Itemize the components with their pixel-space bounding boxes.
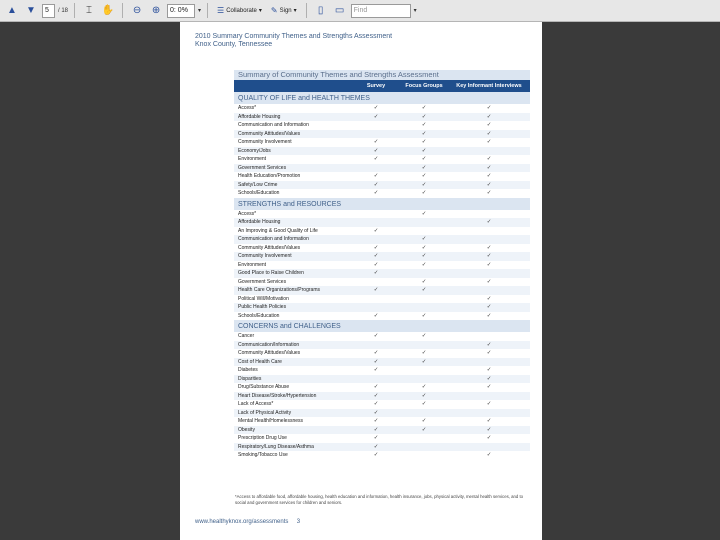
check-survey: ✓	[373, 350, 379, 356]
check-key: ✓	[486, 295, 492, 302]
table-row	[234, 113, 530, 122]
collaborate-menu[interactable]	[214, 6, 265, 15]
table-row	[234, 104, 530, 113]
check-focus: ✓	[421, 190, 427, 196]
row-label: Communication and Information	[238, 236, 309, 242]
check-survey: ✓	[373, 358, 379, 365]
row-label: Health Education/Promotion	[238, 173, 301, 179]
check-key	[448, 235, 530, 244]
check-survey: ✓	[373, 227, 379, 234]
check-key: ✓	[486, 105, 492, 111]
document-subtitle: Knox County, Tennessee	[195, 41, 273, 48]
check-key	[448, 210, 530, 219]
footer-page-number: 3	[296, 519, 301, 525]
check-key: ✓	[486, 426, 492, 433]
row-label: Affordable Housing	[238, 219, 281, 225]
row-label: Drug/Substance Abuse	[238, 384, 290, 390]
table-row	[234, 227, 530, 236]
check-survey	[352, 375, 400, 384]
column-header-focus-groups: Focus Groups	[405, 83, 443, 89]
row-label: Lack of Access*	[238, 401, 274, 407]
row-label: Government Services	[238, 278, 287, 285]
row-label: Communication/Information	[238, 341, 300, 348]
check-key	[448, 332, 530, 341]
table-row	[234, 409, 530, 418]
document-title: 2010 Summary Community Themes and Strengths Assessment	[195, 33, 393, 40]
row-label: Community Involvement	[238, 139, 292, 145]
table-row	[234, 189, 530, 198]
check-key	[448, 147, 530, 156]
table-row	[234, 164, 530, 173]
table-row	[234, 392, 530, 401]
document-page	[180, 22, 542, 540]
check-focus: ✓	[421, 105, 427, 111]
check-key	[448, 358, 530, 367]
column-header-key-informant: Key Informant Interviews	[456, 83, 522, 89]
check-survey: ✓	[373, 435, 379, 441]
check-survey: ✓	[373, 443, 379, 450]
check-survey	[352, 303, 400, 312]
row-label: Respiratory/Lung Disease/Asthma	[238, 443, 314, 450]
check-key	[448, 392, 530, 401]
check-focus: ✓	[421, 287, 427, 293]
table-row	[234, 269, 530, 278]
check-key: ✓	[486, 367, 492, 373]
row-label: Cost of Health Care	[238, 358, 282, 365]
check-key: ✓	[486, 130, 492, 137]
document-footer	[195, 519, 300, 525]
check-focus: ✓	[421, 350, 427, 356]
check-focus: ✓	[421, 164, 427, 171]
check-key: ✓	[486, 375, 492, 382]
check-survey	[352, 210, 400, 219]
check-focus	[400, 434, 448, 443]
check-survey	[352, 278, 400, 287]
row-label: Good Place to Raise Children	[238, 270, 304, 276]
table-row	[234, 400, 530, 409]
row-label: Safety/Low Crime	[238, 181, 278, 188]
toolbar-divider	[306, 3, 307, 18]
check-key: ✓	[486, 113, 492, 120]
row-label: Political Will/Motivation	[238, 295, 289, 302]
toolbar	[0, 0, 720, 22]
check-survey: ✓	[373, 287, 379, 293]
table-row	[234, 261, 530, 270]
row-label: Affordable Housing	[238, 113, 281, 120]
table-row	[234, 417, 530, 426]
sign-menu[interactable]	[268, 6, 300, 15]
check-key: ✓	[486, 278, 492, 285]
zoom-out-icon[interactable]: ⊖	[132, 5, 142, 16]
check-focus: ✓	[421, 392, 427, 399]
table-row	[234, 312, 530, 321]
row-label: An Improving & Good Quality of Life	[238, 227, 318, 234]
table-row	[234, 451, 530, 460]
row-label: Obesity	[238, 426, 255, 433]
check-focus: ✓	[421, 401, 427, 407]
check-focus	[400, 341, 448, 350]
check-key: ✓	[486, 164, 492, 171]
check-key: ✓	[486, 253, 492, 259]
chevron-down-icon: ▾	[258, 8, 262, 14]
check-survey: ✓	[373, 181, 379, 188]
row-label: Environment	[238, 261, 267, 268]
table-row	[234, 244, 530, 253]
page-up-icon[interactable]: ▲	[7, 5, 17, 16]
row-label: Smoking/Tobacco Use	[238, 452, 288, 458]
check-focus	[400, 303, 448, 312]
check-survey: ✓	[373, 156, 379, 162]
check-focus: ✓	[421, 333, 427, 339]
check-focus: ✓	[421, 156, 427, 162]
row-label: Community Attitudes/Values	[238, 244, 301, 251]
check-key: ✓	[486, 452, 492, 458]
table-row	[234, 303, 530, 312]
check-survey: ✓	[373, 392, 379, 399]
row-label: Mental Health/Homelessness	[238, 418, 304, 424]
check-focus: ✓	[421, 236, 427, 242]
check-focus	[400, 443, 448, 452]
check-key	[448, 269, 530, 278]
page-number-input[interactable]: 5	[42, 4, 55, 18]
table-row	[234, 286, 530, 295]
check-survey: ✓	[373, 270, 379, 276]
check-survey	[352, 121, 400, 130]
check-key: ✓	[486, 401, 492, 407]
column-header-survey: Survey	[366, 83, 386, 89]
check-focus: ✓	[421, 210, 427, 217]
row-label: Public Health Policies	[238, 304, 287, 310]
table-row	[234, 138, 530, 147]
check-survey: ✓	[373, 139, 379, 145]
check-survey	[352, 164, 400, 173]
footnote: *Access to affordable food, affordable housing, health education and information, health insurance, jobs, physical activity, mental health services, and to social and government services for children and seniors.	[235, 494, 524, 505]
row-label: Cancer	[238, 333, 255, 339]
check-survey: ✓	[373, 409, 379, 416]
check-focus: ✓	[421, 244, 427, 251]
table-row	[234, 155, 530, 164]
chevron-down-icon: ▾	[293, 8, 297, 14]
check-key: ✓	[486, 190, 492, 196]
summary-sections	[234, 92, 530, 460]
find-input[interactable]: Find	[351, 4, 411, 18]
check-key: ✓	[486, 156, 492, 162]
check-survey: ✓	[373, 261, 379, 268]
select-tool-icon[interactable]: ⌶	[86, 5, 93, 16]
check-survey: ✓	[373, 333, 379, 339]
check-key: ✓	[486, 435, 492, 441]
check-survey: ✓	[373, 105, 379, 111]
check-survey: ✓	[373, 426, 379, 433]
row-label: Community Attitudes/Values	[238, 130, 301, 137]
table-row	[234, 358, 530, 367]
table-row	[234, 295, 530, 304]
row-label: Government Services	[238, 164, 287, 171]
check-focus: ✓	[421, 122, 427, 128]
check-focus	[400, 409, 448, 418]
row-label: Communication and Information	[238, 122, 309, 128]
check-focus: ✓	[421, 173, 427, 179]
table-row	[234, 278, 530, 287]
check-survey	[352, 130, 400, 139]
check-key	[448, 227, 530, 236]
sign-label: Sign	[279, 7, 292, 14]
row-label: Health Care Organizations/Programs	[238, 287, 320, 293]
table-row	[234, 349, 530, 358]
row-label: Community Attitudes/Values	[238, 350, 301, 356]
check-survey: ✓	[373, 452, 379, 458]
check-focus: ✓	[421, 130, 427, 137]
table-row	[234, 130, 530, 139]
row-label: Lack of Physical Activity	[238, 409, 292, 416]
check-focus: ✓	[421, 418, 427, 424]
table-row	[234, 172, 530, 181]
check-key: ✓	[486, 181, 492, 188]
row-label: Community Involvement	[238, 253, 292, 259]
pen-icon: ✎	[270, 6, 278, 15]
check-focus: ✓	[421, 426, 427, 433]
check-survey: ✓	[373, 418, 379, 424]
row-label: Economy/Jobs	[238, 147, 271, 154]
check-focus: ✓	[421, 384, 427, 390]
find-dropdown-icon[interactable]: ▾	[413, 8, 417, 14]
check-key: ✓	[486, 122, 492, 128]
row-label: Environment	[238, 156, 267, 162]
table-row	[234, 341, 530, 350]
check-key: ✓	[486, 341, 492, 348]
check-survey: ✓	[373, 190, 379, 196]
table-row	[234, 434, 530, 443]
check-focus	[400, 366, 448, 375]
check-focus	[400, 375, 448, 384]
row-label: Diabetes	[238, 367, 258, 373]
check-key	[448, 286, 530, 295]
check-focus: ✓	[421, 261, 427, 268]
summary-title: Summary of Community Themes and Strengths Assessment	[234, 70, 530, 80]
row-label: Schools/Education	[238, 190, 280, 196]
check-key	[448, 409, 530, 418]
table-row	[234, 375, 530, 384]
summary-table	[234, 70, 530, 460]
check-key: ✓	[486, 304, 492, 310]
zoom-in-icon[interactable]: ⊕	[151, 5, 161, 16]
check-focus: ✓	[421, 278, 427, 285]
table-row	[234, 121, 530, 130]
check-survey: ✓	[373, 253, 379, 259]
check-focus	[400, 295, 448, 304]
table-row	[234, 218, 530, 227]
footer-url[interactable]: www.healthyknox.org/assessments	[195, 519, 289, 525]
page-down-icon[interactable]: ▼	[26, 5, 36, 16]
toolbar-divider	[122, 3, 123, 18]
table-row	[234, 383, 530, 392]
check-survey: ✓	[373, 147, 379, 154]
table-row	[234, 210, 530, 219]
row-label: Access*	[238, 210, 257, 217]
check-key: ✓	[486, 244, 492, 251]
check-key: ✓	[486, 219, 492, 225]
check-survey	[352, 218, 400, 227]
check-key: ✓	[486, 312, 492, 319]
page-total: / 18	[58, 7, 69, 14]
row-label: Access*	[238, 105, 257, 111]
section-title: CONCERNS and CHALLENGES	[234, 320, 530, 332]
table-row	[234, 252, 530, 261]
table-row	[234, 181, 530, 190]
table-row	[234, 147, 530, 156]
check-focus: ✓	[421, 139, 427, 145]
check-survey: ✓	[373, 113, 379, 120]
check-key: ✓	[486, 261, 492, 268]
toolbar-divider	[207, 3, 208, 18]
hand-tool-icon[interactable]: ✋	[101, 5, 115, 16]
check-focus	[400, 227, 448, 236]
check-focus	[400, 218, 448, 227]
zoom-dropdown-icon[interactable]: ▾	[198, 8, 202, 14]
check-focus: ✓	[421, 181, 427, 188]
check-key	[448, 443, 530, 452]
table-row	[234, 443, 530, 452]
table-row	[234, 235, 530, 244]
check-focus	[400, 451, 448, 460]
collaborate-icon: ☰	[217, 6, 225, 15]
check-survey	[352, 235, 400, 244]
check-survey	[352, 341, 400, 350]
check-survey: ✓	[373, 367, 379, 373]
collaborate-label: Collaborate	[226, 7, 257, 14]
check-key: ✓	[486, 350, 492, 356]
check-focus: ✓	[421, 312, 427, 319]
check-key: ✓	[486, 139, 492, 145]
row-label: Prescription Drug Use	[238, 435, 287, 441]
toolbar-divider	[74, 3, 75, 18]
row-label: Heart Disease/Stroke/Hypertension	[238, 392, 317, 399]
summary-header-row	[234, 80, 530, 92]
check-survey: ✓	[373, 312, 379, 319]
row-label: Schools/Education	[238, 312, 280, 319]
check-key: ✓	[486, 418, 492, 424]
check-key: ✓	[486, 173, 492, 179]
check-focus: ✓	[421, 358, 427, 365]
check-focus: ✓	[421, 147, 427, 154]
fit-page-icon[interactable]: ▯	[317, 5, 324, 16]
check-survey: ✓	[373, 173, 379, 179]
check-survey	[352, 295, 400, 304]
check-survey: ✓	[373, 384, 379, 390]
row-label: Disparities	[238, 375, 262, 382]
table-row	[234, 366, 530, 375]
fit-width-icon[interactable]: ▭	[334, 5, 345, 16]
check-focus	[400, 269, 448, 278]
check-focus: ✓	[421, 113, 427, 120]
check-focus: ✓	[421, 253, 427, 259]
table-row	[234, 426, 530, 435]
section-title: QUALITY OF LIFE and HEALTH THEMES	[234, 92, 530, 104]
check-survey: ✓	[373, 244, 379, 251]
table-row	[234, 332, 530, 341]
check-key: ✓	[486, 384, 492, 390]
section-title: STRENGTHS and RESOURCES	[234, 198, 530, 210]
check-survey: ✓	[373, 401, 379, 407]
zoom-input[interactable]: 0: 0%	[167, 4, 195, 18]
